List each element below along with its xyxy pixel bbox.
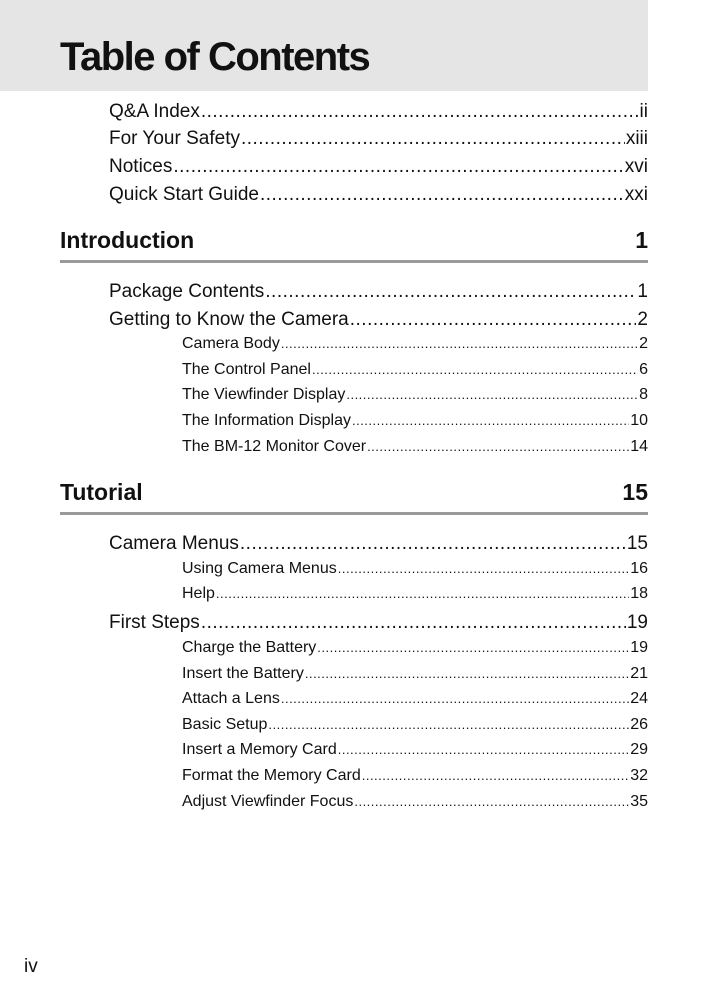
toc-entry-page: 35	[630, 793, 648, 810]
toc-entry-title: Quick Start Guide	[109, 184, 259, 205]
page-number: iv	[24, 956, 38, 977]
toc-entry-title: Charge the Battery	[182, 639, 317, 656]
toc-entry-format-the-memory-card[interactable]	[182, 766, 648, 786]
section-heading-introduction[interactable]	[60, 225, 648, 255]
dot-leader	[201, 611, 626, 635]
dot-leader	[201, 100, 639, 124]
toc-entry-help[interactable]	[182, 584, 648, 604]
dot-leader	[268, 715, 629, 735]
toc-entry-the-bm-12-monitor-cover[interactable]	[182, 437, 648, 457]
dot-leader	[338, 740, 629, 760]
toc-entry-title: Basic Setup	[182, 716, 268, 733]
toc-entry-title: Notices	[109, 156, 173, 177]
toc-entry-the-viewfinder-display[interactable]	[182, 385, 648, 405]
toc-entry-qa-index[interactable]	[109, 100, 648, 124]
toc-entry-charge-the-battery[interactable]	[182, 638, 648, 658]
section-divider	[60, 512, 648, 515]
toc-entry-title: The BM-12 Monitor Cover	[182, 438, 367, 455]
toc-entry-page: 6	[639, 361, 648, 378]
toc-entry-page: 1	[637, 281, 648, 302]
section-divider	[60, 260, 648, 263]
toc-entry-insert-the-battery[interactable]	[182, 664, 648, 684]
toc-entry-title: Q&A Index	[109, 101, 200, 122]
dot-leader	[240, 532, 626, 556]
toc-entry-page: 2	[637, 309, 648, 330]
dot-leader	[305, 664, 629, 684]
toc-entry-page: 18	[630, 585, 648, 602]
toc-entry-title: Insert a Memory Card	[182, 741, 337, 758]
section-page: 15	[622, 479, 648, 505]
toc-entry-title: Using Camera Menus	[182, 560, 337, 577]
toc-entry-page: xxi	[624, 184, 648, 205]
dot-leader	[367, 437, 629, 457]
dot-leader	[281, 334, 638, 354]
toc-entry-for-your-safety[interactable]	[109, 127, 648, 151]
toc-entry-title: The Control Panel	[182, 361, 311, 378]
toc-entry-title: The Viewfinder Display	[182, 386, 346, 403]
toc-entry-insert-a-memory-card[interactable]	[182, 740, 648, 760]
toc-entry-getting-to-know-the-camera[interactable]	[109, 308, 648, 332]
toc-entry-page: xiii	[625, 128, 648, 149]
toc-entry-adjust-viewfinder-focus[interactable]	[182, 792, 648, 812]
toc-entry-page: 29	[630, 741, 648, 758]
dot-leader	[216, 584, 629, 604]
toc-entry-notices[interactable]	[109, 155, 648, 179]
toc-entry-page: 24	[630, 690, 648, 707]
toc-entry-page: 2	[639, 335, 648, 352]
dot-leader	[354, 792, 629, 812]
toc-entry-camera-body[interactable]	[182, 334, 648, 354]
toc-entry-page: 19	[626, 612, 648, 633]
toc-entry-page: ii	[639, 101, 648, 122]
section-page: 1	[635, 227, 648, 253]
dot-leader	[281, 689, 629, 709]
dot-leader	[350, 308, 637, 332]
dot-leader	[352, 411, 629, 431]
toc-entry-page: xvi	[624, 156, 648, 177]
toc-entry-attach-a-lens[interactable]	[182, 689, 648, 709]
dot-leader	[338, 559, 629, 579]
toc-entry-first-steps[interactable]	[109, 611, 648, 635]
toc-entry-page: 21	[630, 665, 648, 682]
toc-entry-title: Camera Menus	[109, 533, 239, 554]
section-title: Tutorial	[60, 479, 143, 505]
toc-entry-title: Attach a Lens	[182, 690, 280, 707]
dot-leader	[346, 385, 638, 405]
dot-leader	[312, 360, 638, 380]
toc-entry-basic-setup[interactable]	[182, 715, 648, 735]
toc-entry-title: Camera Body	[182, 335, 280, 352]
toc-entry-title: Getting to Know the Camera	[109, 309, 349, 330]
toc-entry-page: 26	[630, 716, 648, 733]
toc-entry-page: 32	[630, 767, 648, 784]
toc-entry-title: Adjust Viewfinder Focus	[182, 793, 354, 810]
toc-entry-title: First Steps	[109, 612, 200, 633]
toc-entry-title: For Your Safety	[109, 128, 240, 149]
toc-entry-title: Format the Memory Card	[182, 767, 361, 784]
dot-leader	[265, 280, 636, 304]
toc-entry-page: 15	[626, 533, 648, 554]
toc-entry-title: Help	[182, 585, 215, 602]
toc-entry-title: Insert the Battery	[182, 665, 304, 682]
page-title: Table of Contents	[60, 35, 370, 79]
toc-entry-page: 16	[630, 560, 648, 577]
dot-leader	[362, 766, 629, 786]
toc-entry-the-information-display[interactable]	[182, 411, 648, 431]
section-title: Introduction	[60, 227, 195, 253]
toc-entry-the-control-panel[interactable]	[182, 360, 648, 380]
toc-entry-title: The Information Display	[182, 412, 351, 429]
dot-leader	[317, 638, 629, 658]
section-heading-tutorial[interactable]	[60, 477, 648, 507]
toc-entry-page: 10	[630, 412, 648, 429]
dot-leader	[173, 155, 623, 179]
toc-entry-title: Package Contents	[109, 281, 265, 302]
toc-entry-page: 8	[639, 386, 648, 403]
toc-entry-page: 14	[630, 438, 648, 455]
toc-entry-page: 19	[630, 639, 648, 656]
dot-leader	[260, 183, 624, 207]
dot-leader	[241, 127, 625, 151]
toc-entry-quick-start-guide[interactable]	[109, 183, 648, 207]
toc-entry-using-camera-menus[interactable]	[182, 559, 648, 579]
toc-entry-camera-menus[interactable]	[109, 532, 648, 556]
toc-entry-package-contents[interactable]	[109, 280, 648, 304]
